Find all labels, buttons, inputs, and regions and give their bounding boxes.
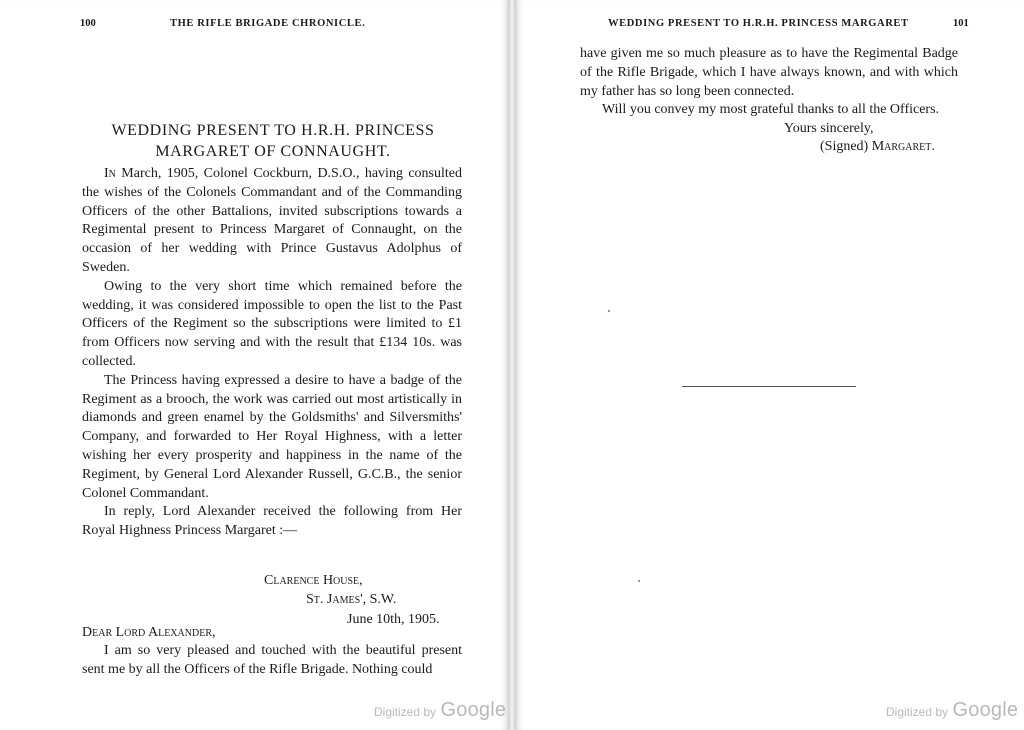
letter-paragraph-1: I am so very pleased and touched with the beautiful present sent me by all the Officers of the Rifle Brigade. Nothing could xyxy=(82,643,462,677)
letter-address-line-1: Clarence House, xyxy=(264,573,363,588)
paragraph-4: In reply, Lord Alexander received the following from Her Royal Highness Princess Margaret :— xyxy=(82,504,462,539)
digitized-watermark xyxy=(886,699,1018,722)
print-speck xyxy=(638,580,640,582)
article-title xyxy=(78,120,468,162)
page-number: 101 xyxy=(953,18,969,29)
watermark-small-text: Digitized by xyxy=(374,705,437,719)
letter-continuation-paragraph: have given me so much pleasure as to have the Regimental Badge of the Rifle Brigade, which I have always known, and with which my father has so long been connected. xyxy=(580,46,958,99)
signed-prefix: (Signed) xyxy=(820,139,869,154)
page-number: 100 xyxy=(80,18,96,29)
letter-address-line-2: St. James', S.W. xyxy=(306,592,397,607)
letter-date: June 10th, 1905. xyxy=(347,612,440,627)
signature-name: Margaret. xyxy=(871,139,935,154)
paragraph-1-lead: In xyxy=(104,166,116,181)
paragraph-3: The Princess having expressed a desire to have a badge of the Regiment as a brooch, the work was carried out most artistically in diamonds and green enamel by the Goldsmiths' and Silversmiths' Company, and forwarded to Her Royal Highness, with a letter wishing her every prosperity and happiness in the name of the Regiment, by General Lord Alexander Russell, G.C.B., the senior Colonel Commandant. xyxy=(82,372,462,501)
print-speck xyxy=(608,310,610,312)
digitized-watermark xyxy=(374,699,506,722)
watermark-small-text: Digitized by xyxy=(886,705,949,719)
right-page xyxy=(516,0,1024,730)
article-body xyxy=(82,165,462,541)
section-divider-rule xyxy=(682,386,856,387)
letter-body xyxy=(82,642,462,680)
letter-signature-line xyxy=(820,138,935,157)
left-page xyxy=(0,0,508,730)
paragraph-1-text: March, 1905, Colonel Cockburn, D.S.O., having consulted the wishes of the Colonels Commandant and of the Commanding Officers of the other Battalions, invited subscriptions towards a Regimental present to Princess Margaret of Connaught, on the occasion of her wedding with Prince Gustavus Adolphus of Sweden. xyxy=(82,166,462,275)
title-line-2: MARGARET OF CONNAUGHT. xyxy=(155,143,391,160)
letter-continuation xyxy=(580,45,958,120)
letter-paragraph-2: Will you convey my most grateful thanks to all the Officers. xyxy=(602,102,940,118)
paragraph-2: Owing to the very short time which remained before the wedding, it was considered impossible to open the list to the Past Officers of the Regiment so the subscriptions were limited to £1 from Officers now serving and with the result that £134 10s. was collected. xyxy=(82,278,462,369)
letter-closing: Yours sincerely, xyxy=(784,121,874,136)
running-head: WEDDING PRESENT TO H.R.H. PRINCESS MARGARET xyxy=(608,18,909,29)
running-head: THE RIFLE BRIGADE CHRONICLE. xyxy=(170,18,366,29)
title-line-1: WEDDING PRESENT TO H.R.H. PRINCESS xyxy=(111,122,435,139)
letter-salutation: Dear Lord Alexander, xyxy=(82,625,216,640)
watermark-logo-text: Google xyxy=(952,699,1019,721)
book-gutter xyxy=(508,0,516,730)
paragraph-1 xyxy=(82,165,462,278)
watermark-logo-text: Google xyxy=(440,699,507,721)
